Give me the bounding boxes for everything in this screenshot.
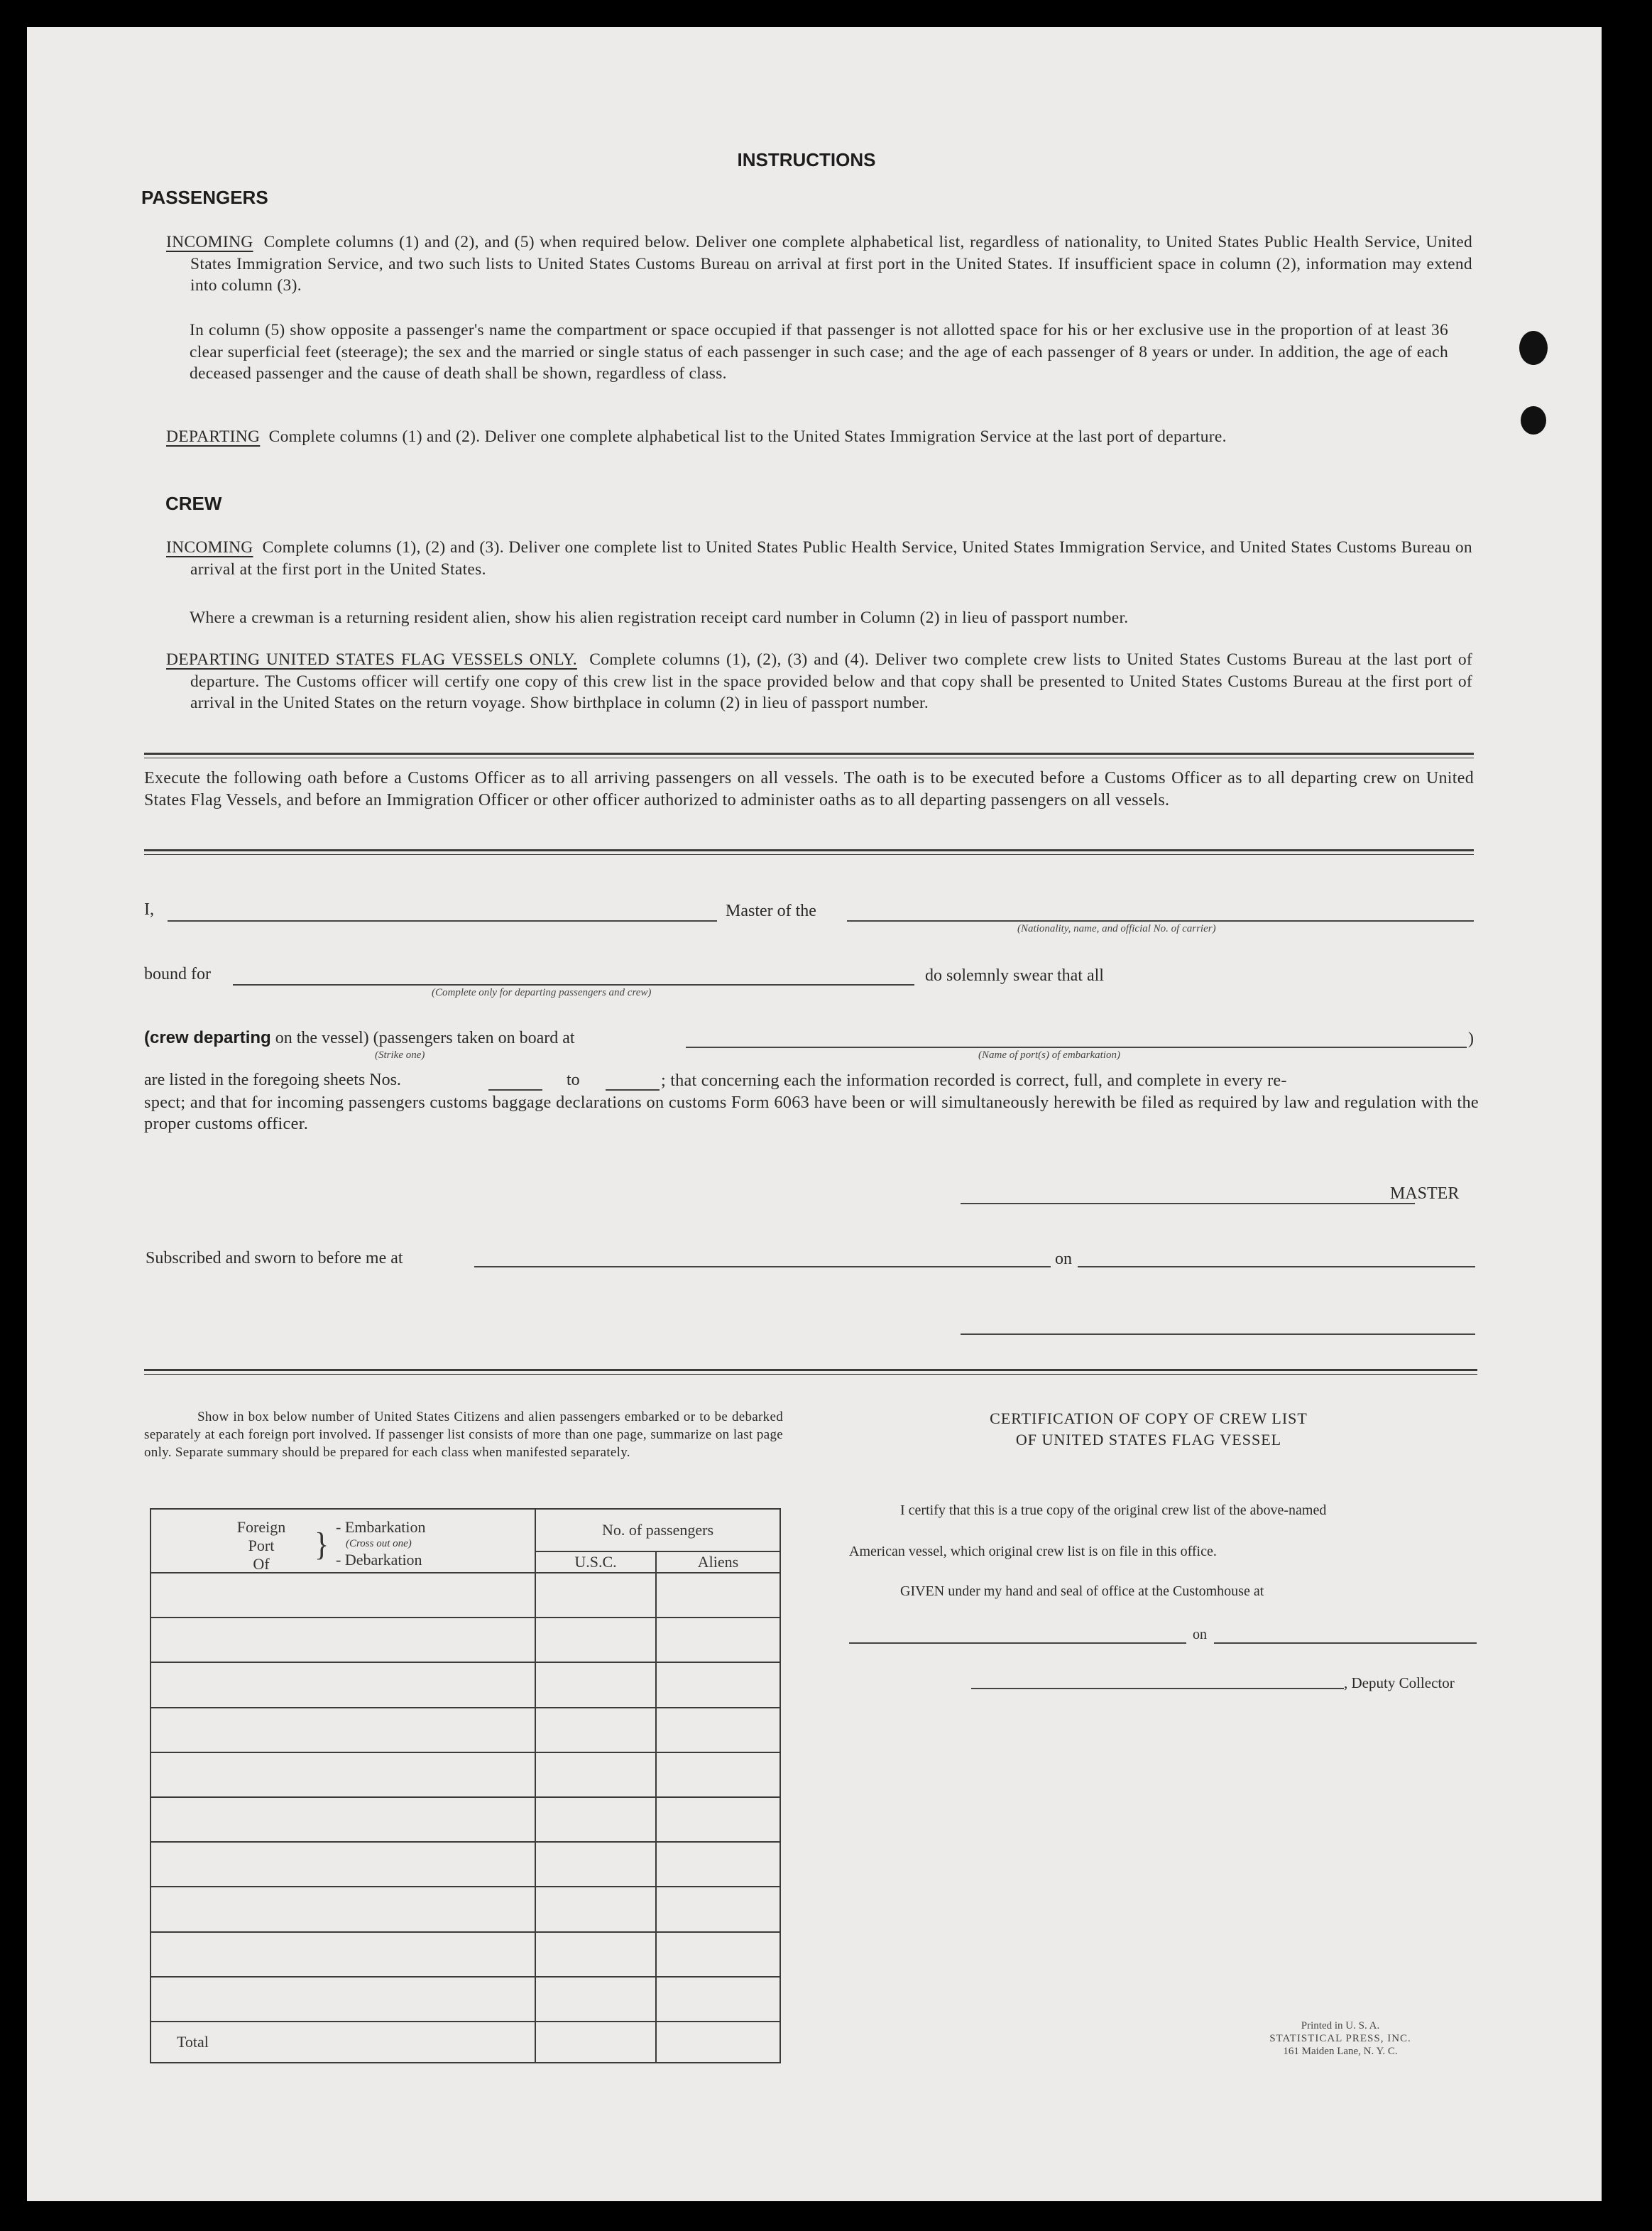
incoming-text: Complete columns (1) and (2), and (5) when required below. Deliver one complete alphabetical list, regardless of nationality, to United States Public Health Service, United States Immigration Service, and two such lists to United States Customs Bureau on arrival at first port in the United States. If insufficient space in column (2), information may extend into column (3). xyxy=(190,233,1472,295)
close-paren: ) xyxy=(1468,1030,1474,1048)
imprint-line1: Printed in U. S. A. xyxy=(1301,2020,1380,2031)
departing-label: DEPARTING xyxy=(166,427,261,446)
table-row[interactable] xyxy=(151,1752,780,1797)
passengers-heading: PASSENGERS xyxy=(141,187,268,208)
imprint-line2: STATISTICAL PRESS, INC. xyxy=(1269,2033,1411,2044)
table-row[interactable] xyxy=(151,1662,780,1707)
crew-incoming-label: INCOMING xyxy=(166,538,253,557)
aliens-header: Aliens xyxy=(656,1551,780,1573)
oath-instruction: Execute the following oath before a Customs Officer as to all arriving passengers on all vessels. The oath is to be executed before a Customs Officer as to all departing crew on United States Flag Vessels, and before an Immigration Officer or other officer authorized to administer oaths as to all departing passengers on all vessels. xyxy=(144,769,1474,809)
sworn-date-field[interactable] xyxy=(1078,1266,1475,1267)
table-row[interactable] xyxy=(151,1977,780,2022)
cert-on-label: on xyxy=(1193,1627,1207,1642)
on-the-vessel: on the vessel) xyxy=(270,1029,369,1047)
table-row[interactable] xyxy=(151,1887,780,1931)
table-row[interactable] xyxy=(151,1618,780,1662)
cross-out-hint: (Cross out one) xyxy=(346,1538,412,1549)
crew-departing-paragraph xyxy=(166,649,1472,714)
passengers-departing-paragraph xyxy=(166,426,1472,448)
port-hint: (Name of port(s) of embarkation) xyxy=(978,1049,1120,1061)
strike-one-hint: (Strike one) xyxy=(375,1049,425,1061)
passenger-summary-table xyxy=(150,1508,781,2063)
swear-label: do solemnly swear that all xyxy=(925,966,1104,985)
crew-incoming-text: Complete columns (1), (2) and (3). Deliver one complete list to United States Public Health Service, United States Immigration Service, and United States Customs Bureau on arrival at the first port in the United States. xyxy=(190,538,1472,579)
table-row[interactable] xyxy=(151,1797,780,1842)
deputy-collector-label: , Deputy Collector xyxy=(1344,1674,1455,1691)
sworn-place-field[interactable] xyxy=(474,1266,1051,1267)
no-of-passengers-header: No. of passengers xyxy=(535,1509,780,1551)
bound-hint: (Complete only for departing passengers and crew) xyxy=(432,987,652,998)
customhouse-field[interactable] xyxy=(849,1642,1186,1644)
debarkation-option[interactable]: - Debarkation xyxy=(336,1551,422,1569)
sworn-on-label: on xyxy=(1055,1250,1072,1268)
cert-date-field[interactable] xyxy=(1214,1642,1477,1644)
certification-title xyxy=(879,1408,1418,1451)
sheet-from-field[interactable] xyxy=(488,1089,542,1091)
crew-departing-option[interactable]: (crew departing xyxy=(144,1028,271,1047)
crew-heading: CREW xyxy=(165,493,222,514)
embarkation-port-field[interactable] xyxy=(686,1047,1467,1048)
ink-blot xyxy=(1521,406,1546,435)
subscribed-label: Subscribed and sworn to before me at xyxy=(146,1249,403,1267)
embarkation-option[interactable]: - Embarkation xyxy=(336,1518,426,1536)
passengers-taken-option[interactable]: (passengers taken on board at xyxy=(373,1029,575,1047)
master-of-label: Master of the xyxy=(726,902,816,920)
form-page xyxy=(27,27,1602,2201)
table-row[interactable] xyxy=(151,1932,780,1977)
bound-for-label: bound for xyxy=(144,965,211,983)
port-header xyxy=(151,1509,535,1573)
listed-rest: spect; and that for incoming passengers customs baggage declarations on customs Form 6063 have been or will simultaneously herewith be filed as required by law and regulation with the proper customs officer. xyxy=(144,1093,1479,1133)
summary-note: Show in box below number of United States Citizens and alien passengers embarked or to be debarked separately at each foreign port involved. If passenger list consists of more than one page, summarize on last page only. Separate summary should be prepared for each class when manifested separately. xyxy=(144,1409,783,1460)
table-row[interactable] xyxy=(151,1573,780,1618)
crew-resident-paragraph: Where a crewman is a returning resident alien, show his alien registration receipt card number in Column (2) in lieu of passport number. xyxy=(190,609,1129,627)
crew-departing-label: DEPARTING UNITED STATES FLAG VESSELS ONLY. xyxy=(166,650,577,669)
total-label: Total xyxy=(151,2022,535,2063)
port-label: Port xyxy=(248,1537,275,1554)
departing-text: Complete columns (1) and (2). Deliver one complete alphabetical list to the United States Immigration Service at the last port of departure. xyxy=(268,427,1227,446)
listed-post: ; that concerning each the information recorded is correct, full, and complete in every re- xyxy=(661,1071,1287,1090)
officer-signature-field[interactable] xyxy=(961,1333,1475,1335)
printer-imprint xyxy=(1234,2019,1447,2058)
certify-text: I certify that this is a true copy of the original crew list of the above-named xyxy=(900,1502,1327,1518)
bound-for-field[interactable] xyxy=(233,984,914,986)
divider xyxy=(144,753,1474,758)
table-row[interactable] xyxy=(151,1708,780,1752)
master-label: MASTER xyxy=(1390,1184,1460,1203)
brace-icon: } xyxy=(314,1527,329,1564)
table-row[interactable] xyxy=(151,1842,780,1887)
divider xyxy=(144,1369,1477,1375)
american-vessel-text: American vessel, which original crew list is on file in this office. xyxy=(849,1544,1217,1559)
crew-departing-text: Complete columns (1), (2), (3) and (4). Deliver two complete crew lists to United States Customs Bureau at the last port of departure. The Customs officer will certify one copy of this crew list in the space provided below and that copy shall be presented to United States Customs Bureau at the first port of arrival in the United States on the return voyage. Show birthplace in column (2) in lieu of passport number. xyxy=(190,650,1473,712)
carrier-field[interactable] xyxy=(847,920,1474,922)
listed-to: to xyxy=(567,1071,580,1089)
sheet-to-field[interactable] xyxy=(606,1089,660,1091)
divider xyxy=(144,849,1474,855)
imprint-line3: 161 Maiden Lane, N. Y. C. xyxy=(1283,2046,1398,2057)
passengers-incoming-paragraph xyxy=(166,231,1472,297)
of-label: Of xyxy=(253,1555,270,1573)
total-row[interactable] xyxy=(151,2022,780,2063)
ink-blot xyxy=(1519,331,1548,365)
foreign-label: Foreign xyxy=(236,1518,286,1536)
oath-i-label: I, xyxy=(144,900,154,919)
carrier-hint: (Nationality, name, and official No. of carrier) xyxy=(1017,923,1216,934)
given-text: GIVEN under my hand and seal of office at the Customhouse at xyxy=(900,1583,1264,1599)
master-name-field[interactable] xyxy=(168,920,717,922)
master-signature-field[interactable] xyxy=(961,1203,1415,1204)
listed-pre: are listed in the foregoing sheets Nos. xyxy=(144,1071,401,1089)
deputy-signature-field[interactable] xyxy=(971,1688,1344,1689)
certification-title-line2: OF UNITED STATES FLAG VESSEL xyxy=(1015,1431,1282,1449)
usc-header: U.S.C. xyxy=(535,1551,656,1573)
incoming-label: INCOMING xyxy=(166,233,253,251)
instructions-title: INSTRUCTIONS xyxy=(737,149,876,170)
column5-paragraph: In column (5) show opposite a passenger's name the compartment or space occupied if that passenger is not allotted space for his or her exclusive use in the proportion of at least 36 clear superficial feet (steerage); the sex and the married or single status of each passenger in such case; and the age of each passenger of 8 years or under. In addition, the age of each deceased passenger and the cause of death shall be shown, regardless of class. xyxy=(190,321,1448,383)
certification-title-line1: CERTIFICATION OF COPY OF CREW LIST xyxy=(990,1409,1308,1427)
strike-one-choice xyxy=(144,1028,575,1048)
crew-incoming-paragraph xyxy=(166,537,1472,580)
